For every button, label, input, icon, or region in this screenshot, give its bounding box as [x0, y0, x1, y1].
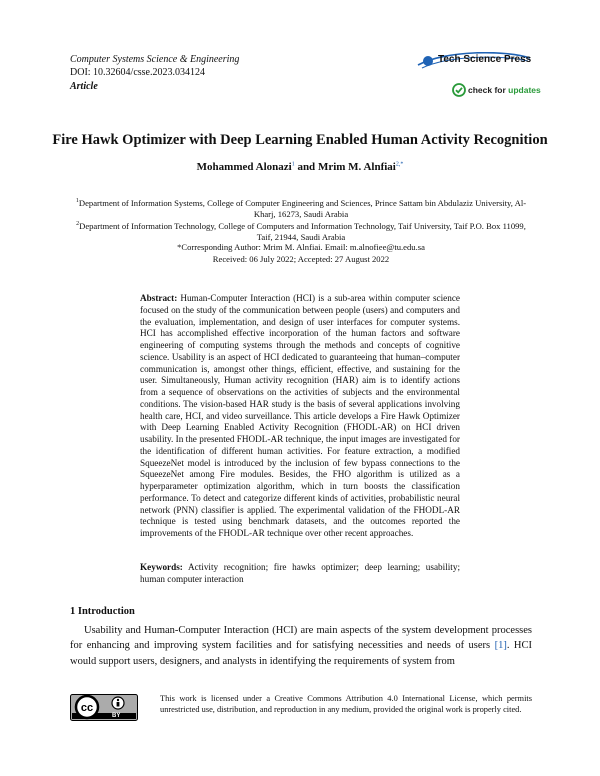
- author-1-affiliation[interactable]: 1: [291, 161, 295, 168]
- affiliation-2-text: Department of Information Technology, College of Computers and Information Technology, Taif University, Taif P.O. Box 11099, Taif, 21944, Saudi Arabia: [79, 220, 526, 243]
- affiliation-1: [70, 196, 532, 221]
- publisher-name: Tech Science Press: [438, 54, 532, 65]
- corresponding-author: *Corresponding Author: Mrim M. Alnfiai. Email: m.alnofiee@tu.edu.sa: [177, 242, 425, 252]
- abstract: [140, 293, 460, 540]
- section-heading-introduction: 1 Introduction: [70, 606, 135, 617]
- check-for-label: check for: [468, 85, 509, 95]
- intro-text-1: Usability and Human-Computer Interaction (HCI) are main aspects of the system development processes for enhancing and improving system facilities and for satisfying necessities and needs of users: [70, 625, 532, 652]
- article-type: Article: [70, 81, 98, 92]
- introduction-paragraph: [70, 623, 532, 669]
- intro-text-2: . HCI would support users, designers, and analysts in identifying the requirements of system from: [70, 640, 532, 667]
- author-conjunction: and: [294, 161, 318, 173]
- keywords-label: Keywords:: [140, 562, 183, 572]
- check-for-updates-badge[interactable]: [452, 82, 542, 100]
- abstract-label: Abstract:: [140, 293, 178, 303]
- author-2-affiliation[interactable]: 2,*: [395, 161, 404, 168]
- creative-commons-icon: [70, 694, 138, 721]
- author-1: Mohammed Alonazi: [196, 161, 292, 173]
- paper-title: Fire Hawk Optimizer with Deep Learning Enabled Human Activity Recognition: [52, 132, 548, 148]
- publisher-logo: [416, 52, 532, 70]
- author-2: Mrim M. Alnfiai: [317, 161, 396, 173]
- affiliation-1-text: Department of Information Systems, College of Computer Engineering and Sciences, Prince Sattam bin Abdulaziz University, Al-Kharj, 16273, Saudi Arabia: [78, 197, 527, 220]
- affiliation-1-number: 1: [75, 198, 79, 204]
- affiliation-2-number: 2: [76, 221, 80, 227]
- affiliation-2: [70, 219, 532, 244]
- doi[interactable]: DOI: 10.32604/csse.2023.034124: [70, 67, 205, 78]
- received-accepted-dates: Received: 06 July 2022; Accepted: 27 August 2022: [212, 254, 390, 264]
- keywords: [140, 562, 460, 586]
- updates-label: updates: [508, 85, 541, 95]
- keywords-text: Activity recognition; fire hawks optimizer; deep learning; usability; human computer interaction: [140, 562, 461, 584]
- journal-name: Computer Systems Science & Engineering: [70, 54, 240, 65]
- cc-by-label: BY: [112, 713, 121, 719]
- check-updates-icon: [452, 83, 466, 97]
- cc-license-badge[interactable]: [70, 694, 138, 721]
- license-statement: This work is licensed under a Creative Commons Attribution 4.0 International License, which permits unrestricted use, distribution, and reproduction in any medium, provided the original work is properly cited.: [160, 694, 532, 714]
- author-list: [0, 161, 600, 173]
- citation-link[interactable]: [1]: [494, 640, 507, 652]
- svg-text:cc: cc: [80, 702, 94, 714]
- abstract-text: Human-Computer Interaction (HCI) is a sub-area within computer science focused on the study of the communication between people (users) and computers and the evaluation, implementation, and design of user interfaces for computer systems. HCI has accomplished effective incorporation of the human factors and software engineering of computing systems through the methods and concepts of cognitive science. Usability is an aspect of HCI dedicated to guaranteeing that human–computer communication is, amongst other things, efficient, effective, and sustaining for the user. Simultaneously, Human activity recognition (HAR) aim is to identify actions from a sequence of observations on the activities of subjects and the environmental conditions. The vision-based HAR study is the basis of several applications involving health care, HCI, and video surveillance. This article develops a Fire Hawk Optimizer with Deep Learning Enabled Activity Recognition (FHODL-AR) on HCI driven usability. In the presented FHODL-AR technique, the input images are investigated for the identification of different human activities. For feature extraction, a modified SqueezeNet model is introduced by the inclusion of few bypass connections to the SqueezeNet among Fire modules. Besides, the FHO algorithm is utilized as a hyperparameter optimization algorithm, which in turn boosts the classification performance. To detect and categorize different kinds of activities, probabilistic neural network (PNN) classifier is applied. The experimental validation of the FHODL-AR technique is tested using benchmark datasets, and the outcomes reported the improvements of the FHODL-AR technique over other recent approaches.: [140, 293, 460, 538]
